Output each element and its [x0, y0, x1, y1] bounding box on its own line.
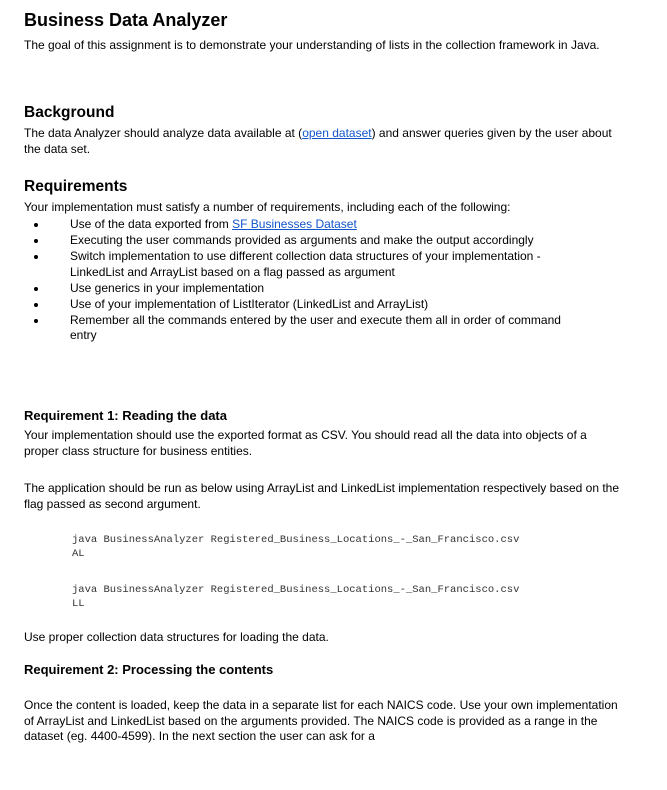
bullet-icon	[34, 239, 38, 243]
requirements-lead: Your implementation must satisfy a number of requirements, including each of the following:	[24, 200, 511, 214]
bullet-icon	[34, 287, 38, 291]
background-text-after: ) and answer queries given by the user about the data set.	[24, 126, 612, 156]
sf-businesses-dataset-link[interactable]: SF Businesses Dataset	[232, 217, 357, 231]
list-item: Switch implementation to use different collection data structures of your implementation - LinkedList and ArrayList based on a flag passed as argument	[24, 249, 584, 280]
document-title: Business Data Analyzer	[24, 10, 228, 30]
list-item: Use of your implementation of ListIterator (LinkedList and ArrayList)	[24, 297, 584, 313]
list-item: Use generics in your implementation	[24, 281, 584, 297]
bullet-icon	[34, 303, 38, 307]
background-text-before: The data Analyzer should analyze data available at (	[24, 126, 303, 140]
requirement-1-heading: Requirement 1: Reading the data	[24, 408, 227, 423]
bullet-icon	[34, 255, 38, 259]
intro-paragraph: The goal of this assignment is to demonstrate your understanding of lists in the collection framework in Java.	[24, 38, 600, 52]
requirement-2-paragraph-1: Once the content is loaded, keep the data in a separate list for each NAICS code. Use your own implementation of ArrayList and LinkedList based on the arguments provided. The NAICS code is provided as a range in the dataset (eg. 4400-4599). In the next section the user can ask for a	[24, 698, 618, 743]
requirement-2-heading: Requirement 2: Processing the contents	[24, 662, 274, 677]
code-block-linkedlist: java BusinessAnalyzer Registered_Business_Locations_-_San_Francisco.csv LL	[72, 584, 520, 610]
bullet-icon	[34, 319, 38, 323]
requirement-1-paragraph-2: The application should be run as below using ArrayList and LinkedList implementation respectively based on the flag passed as second argument.	[24, 481, 620, 511]
open-dataset-link[interactable]: open dataset	[302, 126, 372, 140]
background-heading: Background	[24, 104, 115, 121]
requirement-1-paragraph-3: Use proper collection data structures for loading the data.	[24, 630, 329, 644]
requirements-heading: Requirements	[24, 178, 128, 195]
background-paragraph	[24, 126, 624, 157]
list-item: Executing the user commands provided as arguments and make the output accordingly	[24, 233, 584, 249]
list-item: Use of the data exported from SF Businesses Dataset	[24, 217, 584, 233]
requirements-list	[24, 217, 584, 344]
bullet-icon	[34, 223, 38, 227]
code-block-arraylist: java BusinessAnalyzer Registered_Business_Locations_-_San_Francisco.csv AL	[72, 534, 520, 560]
list-item: Remember all the commands entered by the user and execute them all in order of command entry	[24, 313, 584, 344]
requirement-1-paragraph-1: Your implementation should use the exported format as CSV. You should read all the data into objects of a proper class structure for business entities.	[24, 428, 587, 458]
